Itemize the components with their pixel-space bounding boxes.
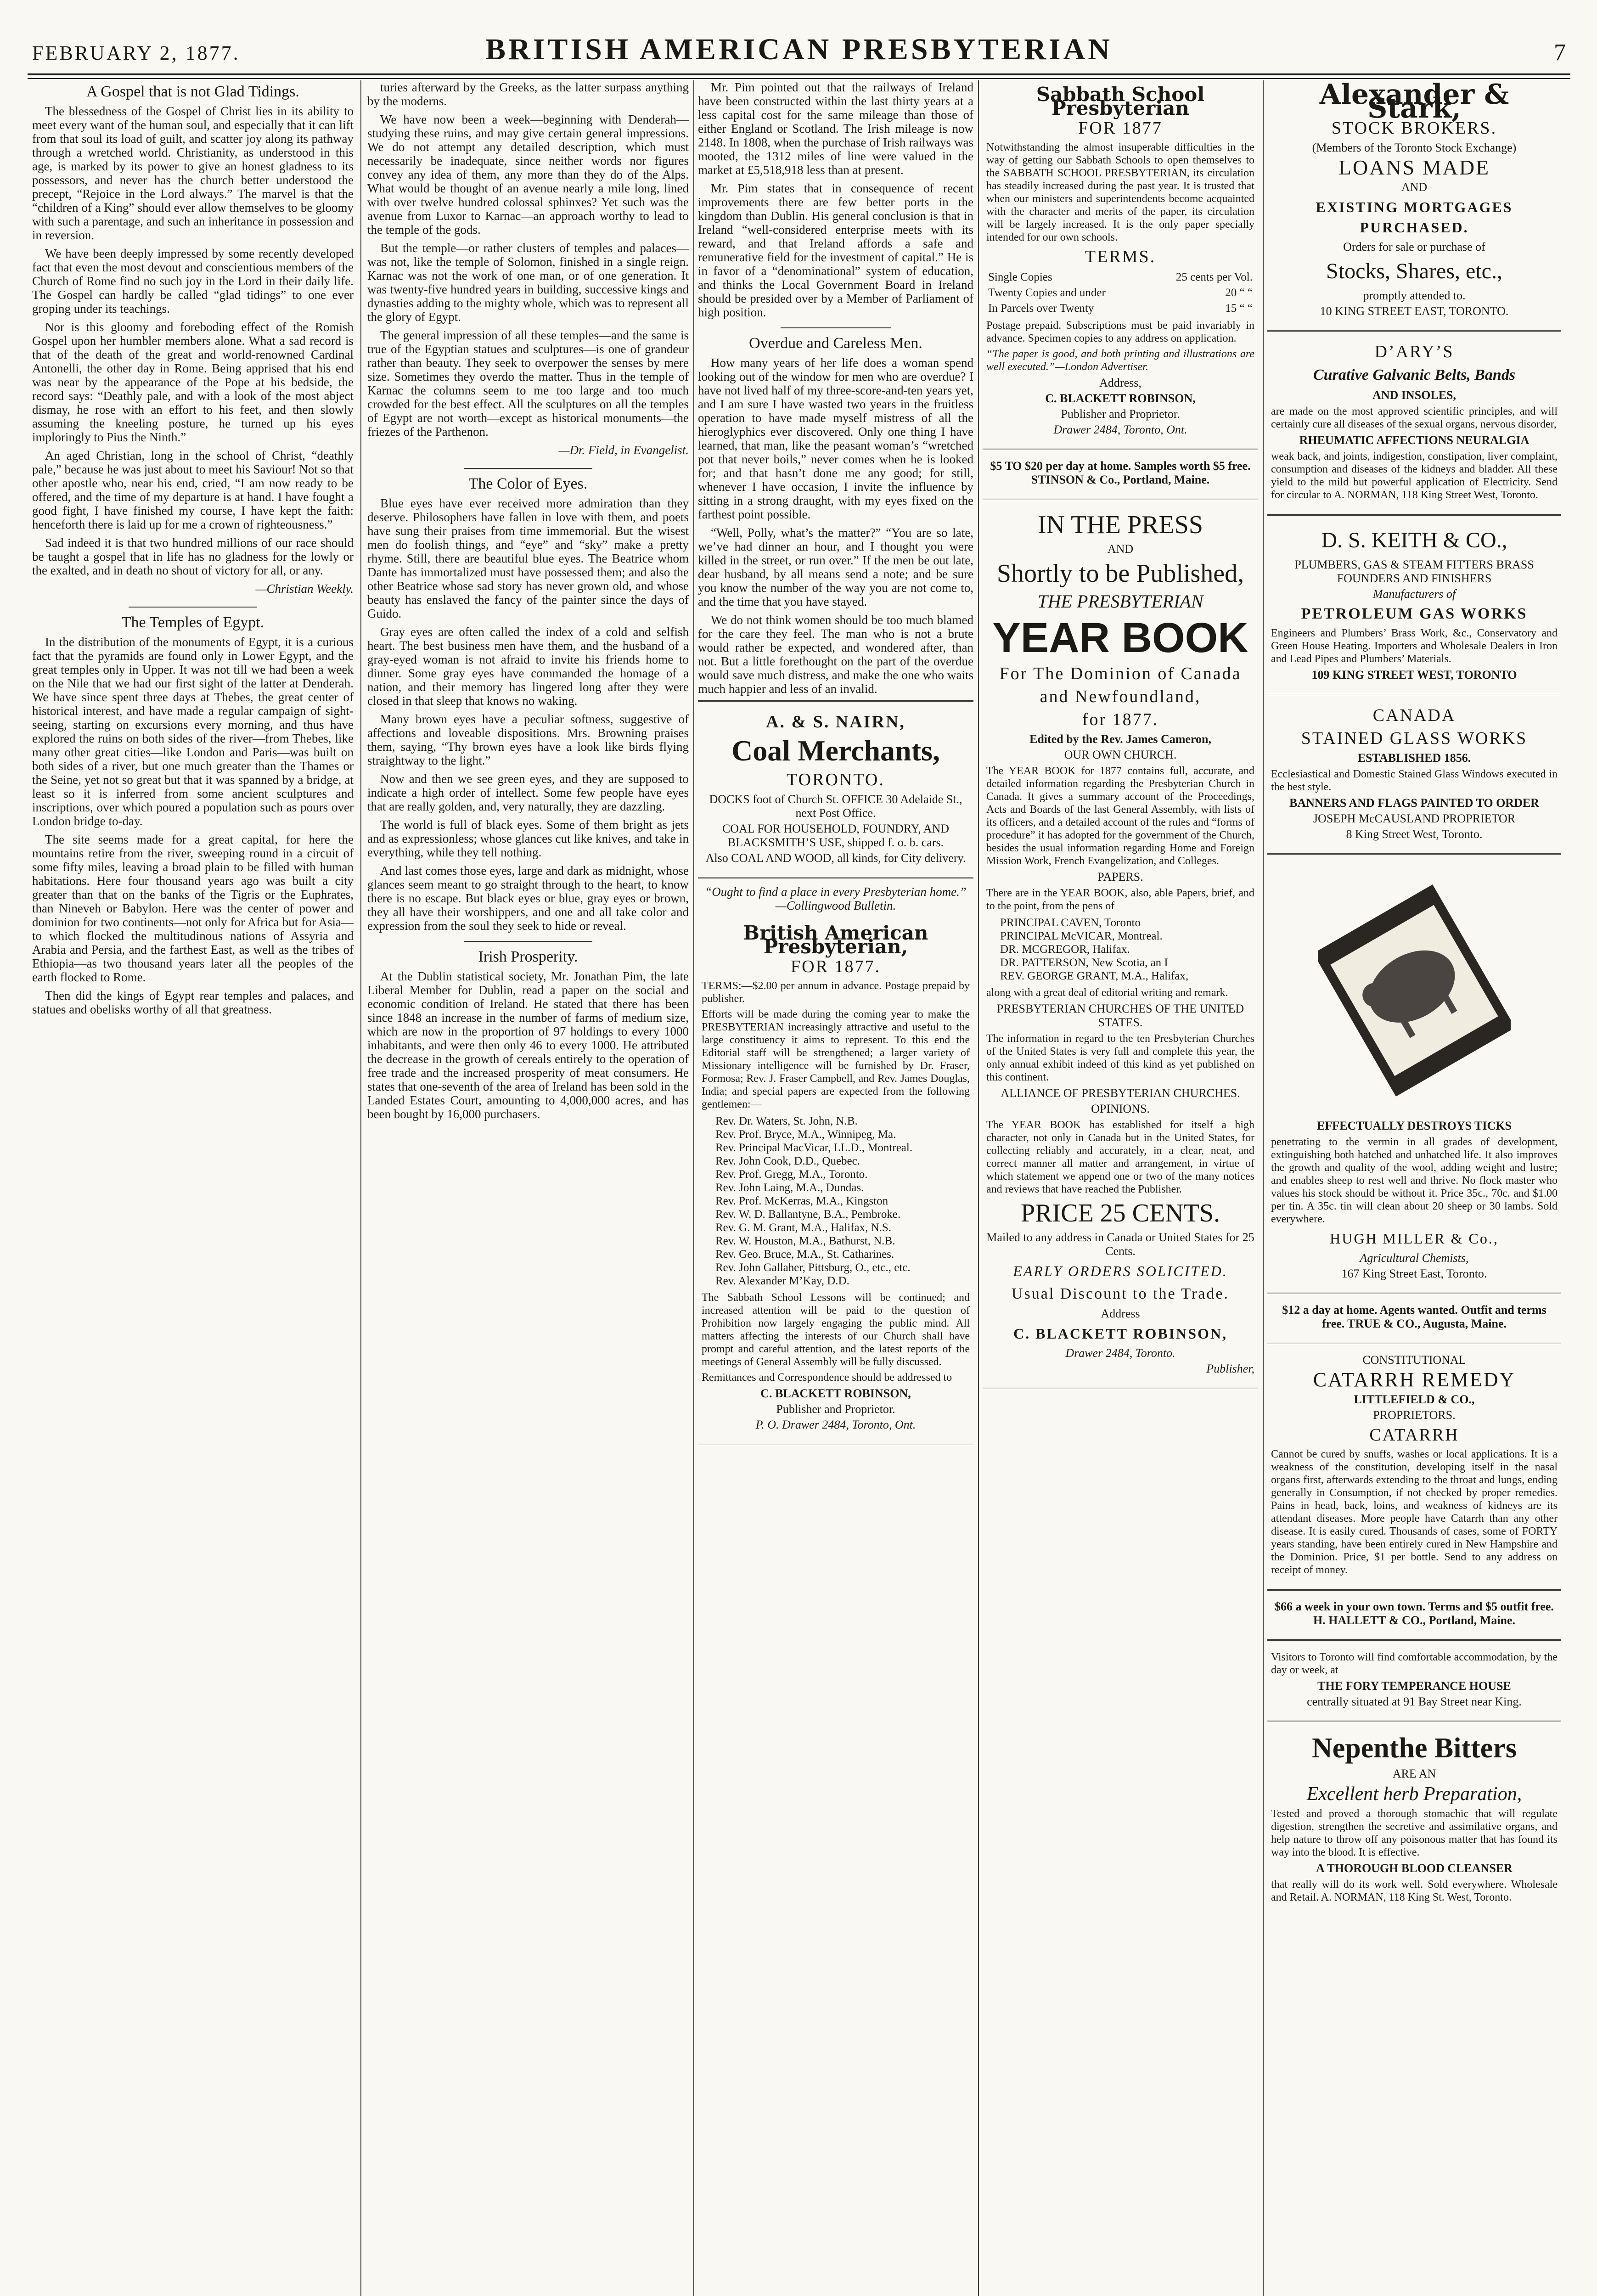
ad-the-presbyterian: THE PRESBYTERIAN [1037,591,1203,612]
ad-temperance-house [1267,1641,1561,1722]
contributor-list [702,1114,970,1288]
ad-stained-glass [1267,695,1561,855]
ad-orders: Orders for sale or purchase of [1343,240,1485,253]
ad-address: 8 King Street West, Toronto. [1346,827,1483,841]
article-gospel [32,85,354,596]
ad-note: (Members of the Toronto Stock Exchange) [1312,141,1517,154]
contributor: Rev. Prof. Bryce, M.A., Winnipeg, Ma. [715,1128,896,1141]
ad-postage: Postage prepaid. Subscriptions must be paid invariably in advance. Specimen copies to any address on application. [986,320,1254,344]
ad-sabbath-school [983,80,1258,450]
ad-publisher-title: Publisher and Proprietor. [776,1402,895,1416]
contributor: Rev. Principal MacVicar, LL.D., Montreal. [715,1142,913,1154]
quote: “Ought to find a place in every Presbyterian home.” —Collingwood Bulletin. [705,885,967,912]
author: PRINCIPAL CAVEN, Toronto [1000,917,1141,929]
ad-and-insoles: AND INSOLES, [1372,388,1456,402]
article-temples [32,616,354,1016]
newspaper-title: BRITISH AMERICAN PRESBYTERIAN [485,33,1113,66]
ad-editor: Edited by the Rev. James Cameron, [1029,732,1211,746]
ad-address-label: Address, [1099,376,1142,389]
ad-canada: CANADA [1372,706,1456,725]
article-irish-prosperity [367,950,689,1121]
ad-proprietors: PROPRIETORS. [1373,1408,1456,1422]
ad-miller-tick-destroyer [1267,855,1561,1294]
ad-subtitle: CATARRH [1369,1425,1459,1445]
ad-details: COAL FOR HOUSEHOLD, FOUNDRY, AND BLACKSMITH’S USE, shipped f. o. b. cars. [722,822,950,849]
ad-nepenthe-bitters [1267,1722,1561,1917]
terms-label-cell: In Parcels over Twenty [988,302,1094,315]
ad-closing: The Sabbath School Lessons will be continued; and increased attention will be paid to the question of Prohibition now largely engaging the public mind. All matters affecting the interests of our Church shall have prompt and careful attention, and the latest reports of the meetings of General Assembly will be fully discussed. [702,1292,970,1368]
terms-price-cell: 15 “ “ [1225,302,1253,315]
ad-newfoundland: and Newfoundland, [1040,687,1201,706]
ad-publisher-title: Publisher and Proprietor. [1061,407,1180,421]
ad-publisher: C. BLACKETT ROBINSON, [760,1387,911,1400]
column-divider [978,80,979,2296]
ad-caption: EFFECTUALLY DESTROYS TICKS [1317,1119,1512,1132]
article-paragraph: Mr. Pim pointed out that the railways of Ireland have been constructed within the last thirty years at a less capital cost for the same mileage than those of either England or Scotland. The Irish mileage is now 2148. In 1808, when the purchase of Irish railways was mooted, the 1312 miles of line were valued in the market at £5,518,918 less than at present. [698,80,973,177]
article-paragraph: How many years of her life does a woman spend looking out of the window for men who are overdue? I have not lived half of my three-score-and-ten years yet, and I am sure I have wasted two years in the fruitless operation to have made myself mistress of all the hieroglyphics ever discovered. Only one thing I have learned, that man, like the peasant woman’s “wretched pot that never boils,” never comes when he is looked for; and that hasn’t done me any good; for still, whenever I have occasion, I invite the influence by sitting in a strong draught, with my eyes fixed on the farthest point possible. [698,356,973,521]
article-irish-continued [698,80,973,319]
ad-dominion: For The Dominion of Canada [999,664,1242,683]
article-paragraph: The site seems made for a great capital, for here the mountains retire from the river, sweeping round in a circuit of some fifty miles, leaving a broad plain to be filled with human habitations. Here four thousand years ago was built a city greater than that on the banks of the Tigris or the Euphrates, than Nineveh or Babylon. Here was the center of power and dominion for two continents—not only for Africa but for Asia—to which flocked the multitudinous nations of Assyria and Arabia and Persia, and the farthest East, as well as the tribes of Ethiopia—as two thousand years later all the peoples of the earth flocked to Rome. [32,833,354,984]
ad-company: HUGH MILLER & Co., [1330,1230,1499,1247]
ad-body: Efforts will be made during the coming year to make the PRESBYTERIAN increasingly attractive and useful to the large constituency it aims to represent. To this end the Editorial staff will be strengthened; a larger variety of Missionary intelligence will be furnished by Dr. Fraser, Formosa; Rev. J. Fraser Campbell, and Rev. James Douglas, India; and special papers are expected from the following gentlemen:— [702,1008,970,1110]
ad-section-label: PRESBYTERIAN CHURCHES OF THE UNITED STATES. [996,1002,1244,1029]
ad-title: Alexander & Stark, [1319,80,1509,124]
table-row [986,270,1254,285]
ad-banners: BANNERS AND FLAGS PAINTED TO ORDER [1289,796,1539,810]
column-3 [698,80,973,2296]
ad-title: D’ARY’S [1374,342,1454,361]
ad-body2: weak back, and joints, indigestion, constipation, liver complaint, consumption and diseases of the kidneys and bladder. All these yield to the mild but powerful application of Electricity. Send for circular to A. NORMAN, 118 King Street West, Toronto. [1271,450,1558,501]
ad-body: Tested and proved a thorough stomachic that will regulate digestion, strengthen the secretive and assimilative organs, and help nature to throw off any poisonous matter that has found its way into the blood. It is effective. [1271,1808,1558,1858]
article-paragraph: But the temple—or rather clusters of temples and palaces—was not, like the temple of Solomon, finished in a single reign. Karnac was not the work of one man, or of one generation. It was twenty-five hundred years in building, successive kings and dynasties adding to the mighty whole, which was to represent all the glory of Egypt. [367,241,689,324]
ad-nairn-coal [698,700,973,878]
article-byline: —Dr. Field, in Evangelist. [558,443,689,457]
contributor: Rev. John Laing, M.A., Dundas. [715,1182,864,1194]
ad-year-book-title: YEAR BOOK [992,614,1248,661]
ad-address: 109 KING STREET WEST, TORONTO [1311,668,1517,681]
ad-title: THE FORY TEMPERANCE HOUSE [1317,1679,1511,1693]
separator [464,941,592,942]
ad-section-label: OPINIONS. [1091,1102,1150,1115]
article-paragraph: Sad indeed it is that two hundred millions of our race should be taught a gospel that in life has no gladness for the lowly or the exalted, and in death no shout of victory for all, or any. [32,536,354,577]
author: PRINCIPAL McVICAR, Montreal. [1000,930,1163,942]
article-paragraph: turies afterward by the Greeks, as the latter surpass anything by the moderns. [367,80,689,108]
ad-subtitle: Excellent herb Preparation, [1306,1784,1522,1805]
ad-body: penetrating to the vermin in all grades of development, extinguishing both hatched and unhatched life. It also improves the growth and quality of the wool, adding weight and lustre; and enables sheep to rest well and thrive. No flock master who values his stock should be without it. Price 35c., 70c. and $1.00 per tin. A 35c. tin will clean about 20 sheep or 30 lambs. Sold everywhere. [1271,1136,1558,1225]
ad-year: for 1877. [1082,710,1159,729]
article-paragraph: We have been deeply impressed by some recently developed fact that even the most devout and conscientious members of the Church of Rome find no such joy in the Lord in their daily life. The Gospel can hardly be called “glad tidings” to one ever groping under its teachings. [32,247,354,315]
column-divider [360,80,361,2296]
ad-postal: Drawer 2484, Toronto, Ont. [1053,423,1187,436]
ad-company: LITTLEFIELD & CO., [1354,1393,1475,1406]
author: DR. MCGREGOR, Halifax. [1000,943,1130,956]
author: REV. GEORGE GRANT, M.A., Halifax, [1000,970,1189,982]
article-paragraph: The blessedness of the Gospel of Christ lies in its ability to meet every want of the human soul, and especially that it can lift from that soul its load of guilt, and scatter joy along its pathway through a wretched world. Christianity, as understood in this age, is marked by its power to give an honest gladness to its possessors, and never has the church better understood the precept, “Rejoice in the Lord always.” The marvel is that the “children of a King” should ever allow themselves to be gloomy with such a parentage, and such an inheritance in possession and in reversion. [32,104,354,242]
ad-title: Nepenthe Bitters [1312,1733,1517,1764]
ad-address: 167 King Street East, Toronto. [1341,1267,1487,1280]
article-title: A Gospel that is not Glad Tidings. [86,83,299,100]
article-paragraph: We do not think women should be too much blamed for the care they feel. The man who is not a brute would rather be expected, and wondered after, than not. But a little forethought on the part of the overdue would save much distress, and make the one who waits much happier and less of an invalid. [698,613,973,696]
article-paragraph: Now and then we see green eyes, and they are supposed to indicate a high order of intellect. Some few people have eyes that are really golden, and, very naturally, they are dazzling. [367,772,689,813]
terms-label-cell: Single Copies [988,271,1052,283]
ad-heading: A. & S. NAIRN, [766,712,905,732]
ad-hallett [1267,1591,1561,1641]
ad-and: AND [1107,542,1134,556]
page-number: 7 [1554,39,1566,66]
ad-title: CATARRH REMEDY [1313,1368,1516,1391]
ad-publisher-title: Publisher, [1206,1362,1254,1375]
ad-mailed: Mailed to any address in Canada or United States for 25 Cents. [986,1231,1254,1258]
article-paragraph: At the Dublin statistical society, Mr. Jonathan Pim, the late Liberal Member for Dublin, read a paper on the social and economic condition of Ireland. He stated that there has been since 1848 an increase in the number of farms of medium size, which are now in the proportion of 97 holdings to every 1000 inhabitants, and were then only 46 to every 1000. He attributed the decrease in the growth of cereals entirely to the operation of free trade and the increased prosperity of meat consumers. He states that one-seventh of the area of Ireland has been sold in the Landed Estates Court, amounting to 4,000,000 acres, and has been bought by 16,000 purchasers. [367,969,689,1121]
ad-section-label: PAPERS. [1097,870,1143,884]
ad-remittances: Remittances and Correspondence should be addressed to [702,1372,952,1384]
ad-year: FOR 1877 [1078,118,1163,138]
article-paragraph: Blue eyes have ever received more admiration than they deserve. Philosophers have fallen in love with them, and poets have sung their praises from time immemorial. But the wisest men do foolish things, and “eye” and “sky” make a pretty rhyme. Still, there are beautiful blue eyes. The Beatrice whom Dante has immortalized must have possessed them; and also the other Beatrice whose sad story has never grown old, and whose beauty has enslaved the fancy of the painter since the days of Guido. [367,496,689,620]
ad-section-label: OUR OWN CHURCH. [1064,748,1177,761]
article-paragraph: In the distribution of the monuments of Egypt, it is a curious fact that the pyramids are found only in Lower Egypt, and the great temples only in Upper. It was not till we had been a week on the Nile that we had our first sight of the latter at Denderah. We have since spent three days at Thebes, the great center of historical interest, and have made a regular campaign of sight-seeing, starting on excursions every morning, and thus have explored the ruins on both sides of the river—from Thebes, like many other great cities—like London and Paris—was built on both sides of a river, but one much greater than the Thames or the Seine, yet not so great but that it was spanned by a bridge, at least so it is inferred from some ancient sculptures and inscriptions, over which poured a population such as pours over London bridge to-day. [32,635,354,828]
table-row [986,301,1254,316]
article-byline: —Christian Weekly. [255,582,354,596]
ad-title: Coal Merchants, [731,734,940,767]
ad-body: Visitors to Toronto will find comfortable accommodation, by the day or week, at [1271,1651,1558,1676]
ad-section-label: ALLIANCE OF PRESBYTERIAN CHURCHES. [1001,1086,1240,1100]
ad-postal: Drawer 2484, Toronto. [1065,1346,1175,1360]
ad-existing: EXISTING MORTGAGES PURCHASED. [1316,199,1513,236]
contributor: Rev. W. Houston, M.A., Bathurst, N.B. [715,1235,895,1247]
column-divider [1263,80,1264,2296]
article-paragraph: Then did the kings of Egypt rear temples and palaces, and statues and obelisks worthy of all that greatness. [32,989,354,1016]
article-title: Irish Prosperity. [478,948,578,965]
ad-year: FOR 1877. [791,957,881,976]
terms-price-cell: 20 “ “ [1225,287,1253,299]
column-2 [367,80,689,2296]
article-paragraph: We have now been a week—beginning with Denderah—studying these ruins, and may give certain general impressions. We do not attempt any detailed description, which must necessarily be inadequate, since neither words nor figures convey any idea of them, any more than they do of the Alps. What would be thought of an avenue nearly a mile long, lined with over twelve hundred colossal sphinxes? Yet such was the avenue from Luxor to Karnac—an approach worthy to lead to the temple of the gods. [367,113,689,236]
ad-proprietor: JOSEPH McCAUSLAND PROPRIETOR [1313,812,1516,825]
ad-subtitle: Curative Galvanic Belts, Bands [1313,366,1516,383]
ad-extra: Also COAL AND WOOD, all kinds, for City delivery. [705,851,966,865]
ad-address: 10 KING STREET EAST, TORONTO. [1320,304,1509,318]
tick-destroyer-box-illustration [1318,871,1511,1110]
ad-publisher: C. BLACKETT ROBINSON, [1045,392,1196,405]
ad-opinions-body: The YEAR BOOK has established for itself a high character, not only in Canada but in the United States, for collecting reliably and accurately, in a clear, neat, and correct manner all matter and arrangement, in virtue of which statement we append one or two of the many notices and reviews that have reached the Publisher. [986,1119,1254,1195]
ad-subtitle: STOCK BROKERS. [1331,118,1497,138]
ad-true-co [1267,1294,1561,1344]
article-paragraph: And last comes those eyes, large and dark as midnight, whose glances seem meant to go straight through to the heart, to know there is no escape. But black eyes or blue, gray eyes or brown, they all have their worshippers, and one and all take color and expression from the soul they seek to hide or reveal. [367,864,689,933]
ad-body: Notwithstanding the almost insuperable difficulties in the way of getting our Sabbath Schools to open themselves to the SABBATH SCHOOL PRESBYTERIAN, its circulation has steadily increased during the past year. It is trusted that when our ministers and superintendents become acquainted with the character and merits of the paper, its circulation will be largely increased. It is the only paper specially intended for our own schools. [986,141,1254,243]
article-eyes [367,477,689,933]
ad-established: ESTABLISHED 1856. [1357,751,1471,765]
masthead-rule [28,73,1570,79]
contributor: Rev. Prof. McKerras, M.A., Kingston [715,1195,888,1207]
separator [781,327,891,328]
masthead [28,14,1570,64]
ad-review: “The paper is good, and both printing and illustrations are well executed.”—London Advertiser. [986,348,1254,373]
column-1 [32,80,354,2296]
ad-promptly: promptly attended to. [1363,289,1466,302]
column-4 [983,80,1258,2296]
article-temples-continued [367,80,689,457]
article-paragraph: The world is full of black eyes. Some of them bright as jets and as expressionless; whose glances cut like knives, and take in everything, while they tell nothing. [367,818,689,859]
ad-publisher: C. BLACKETT ROBINSON, [1013,1325,1228,1342]
separator [464,468,592,469]
ad-role: Agricultural Chemists, [1360,1251,1469,1265]
article-paragraph: Many brown eyes have a peculiar softness, suggestive of affections and loveable dispositions. Mrs. Browning praises them, saying, “Thy brown eyes have a look like birds flying straightway to the light.” [367,712,689,767]
author: DR. PATTERSON, New Scotia, an I [1000,957,1168,969]
ad-british-american-presbyterian [698,919,973,1445]
ad-body: are made on the most approved scientific principles, and will certainly cure all diseases of the sexual organs, nervous disorder, [1271,405,1558,430]
contributor: Rev. Geo. Bruce, M.A., St. Catharines. [715,1248,894,1261]
ad-body: Cannot be cured by snuffs, washes or local applications. It is a weakness of the constitution, developing itself in the nasal organs first, afterwards extending to the throat and lungs, ending generally in Consumption, if not checked by proper remedies. Pains in head, back, loins, and weakness of kidneys are its attendant diseases. More people have Catarrh than any other disease. It is easily cured. Thousands of cases, some of FORTY years standing, have been entirely cured in New Hampshire and the Dominion. Price, $1 per bottle. Send to any address on receipt of money. [1271,1448,1558,1576]
ad-us-body: The information in regard to the ten Presbyterian Churches of the United States is very full and complete this year, the only annual exhibit indeed of this kind as yet published on this continent. [986,1033,1254,1083]
article-overdue-men [698,337,973,696]
ad-alexander-stark [1267,80,1561,332]
ad-in-press: IN THE PRESS [1038,511,1203,539]
ad-body: Ecclesiastical and Domestic Stained Glass Windows executed in the best style. [1271,768,1558,793]
ad-papers-body: There are in the YEAR BOOK, also, able Papers, brief, and to the point, from the pens of [986,887,1254,912]
terms-price-cell: 25 cents per Vol. [1175,271,1253,283]
ad-body: The YEAR BOOK for 1877 contains full, accurate, and detailed information regarding the Presbyterian Church in Canada. It gives a summary account of the Proceedings, Acts and Boards of the last General Assembly, with lists of its officers, and a detailed account of the rules and “forms of procedure” it has adopted for the government of the Church, besides the usual information regarding Home and Foreign Mission Work, French Evangelization, and Colleges. [986,765,1254,867]
ad-body: $5 TO $20 per day at home. Samples worth $5 free. STINSON & Co., Portland, Maine. [990,459,1251,486]
author-list [986,916,1254,983]
article-paragraph: Mr. Pim states that in consequence of recent improvements there are few better ports in the kingdom than Dublin. His general conclusion is that in Ireland “well-considered enterprise meets with its reward, and that Ireland affords a safe and remunerative field for the investment of capital.” He is in favor of a “denominational” system of education, and thinks the Local Government Board in Ireland should be presided over by a Member of Parliament of high position. [698,181,973,319]
ad-constitutional: CONSTITUTIONAL [1362,1353,1466,1367]
ad-price: PRICE 25 CENTS. [1020,1199,1220,1227]
contributor: Rev. Alexander M’Kay, D.D. [715,1275,849,1287]
ad-body: $66 a week in your own town. Terms and $5 outfit free. H. HALLETT & CO., Portland, Maine. [1275,1600,1554,1627]
ad-closing: that really will do its work well. Sold everywhere. Wholesale and Retail. A. NORMAN, 118 King St. West, Toronto. [1271,1879,1558,1903]
article-paragraph: “Well, Polly, what’s the matter?” “You are so late, we’ve had dinner an hour, and I thought you were killed in the street, or run over.” If the men be out late, dear husband, by all means send a note; and be sure you know the number of the way you are not come to, and the time that you have stayed. [698,526,973,608]
ad-address: centrally situated at 91 Bay Street near King. [1307,1695,1522,1708]
ad-early-orders: EARLY ORDERS SOLICITED. [1013,1263,1228,1279]
ad-rheumatic: RHEUMATIC AFFECTIONS NEURALGIA [1299,433,1530,447]
article-paragraph: Gray eyes are often called the index of a cold and selfish heart. The best business men have them, and the husband of a gray-eyed woman is not afraid to invite his friends home to dinner. Some gray eyes have commanded the homage of a nation, and their memory has lingered long after they were closed in that sleep that knows no waking. [367,625,689,708]
terms-table [986,270,1254,316]
issue-date: FEBRUARY 2, 1877. [32,42,240,64]
ad-terms: TERMS:—$2.00 per annum in advance. Postage prepaid by publisher. [702,980,970,1005]
ad-body: $12 a day at home. Agents wanted. Outfit and terms free. TRUE & CO., Augusta, Maine. [1282,1303,1546,1330]
article-paragraph: Nor is this gloomy and foreboding effect of the Romish Gospel upon her humbler members alone. What a sad record is that of the death of the great and world-renowned Cardinal Antonelli, the other day in Rome. Being apprised that his end was near by the appearance of the Pope at his bedside, the record says: “Deathly pale, and with a look of the most abject dismay, he rose with an effort to his feet, and then slowly assuming the kneeling posture, he turned up his eyes imploringly to Pius the Ninth.” [32,320,354,444]
ad-stocks: Stocks, Shares, etc., [1326,259,1502,283]
ad-title: STAINED GLASS WORKS [1301,729,1528,748]
ad-body: Engineers and Plumbers’ Brass Work, &c., Conservatory and Green House Heating. Importers and Wholesale Dealers in Iron and Lead Pipes and Plumbers’ Materials. [1271,627,1558,665]
contributor: Rev. Prof. Gregg, M.A., Toronto. [715,1168,868,1181]
ad-editorial: along with a great deal of editorial writing and remark. [986,987,1228,999]
ad-title: D. S. KEITH & CO., [1321,528,1507,552]
ad-catarrh-remedy [1267,1344,1561,1591]
contributor: Rev. W. D. Ballantyne, B.A., Pembroke. [715,1208,901,1221]
ad-subtitle: PLUMBERS, GAS & STEAM FITTERS BRASS FOUNDERS AND FINISHERS [1294,558,1534,585]
ad-discount: Usual Discount to the Trade. [1011,1285,1230,1302]
ad-shortly: Shortly to be Published, [996,559,1244,588]
ad-postal: P. O. Drawer 2484, Toronto, Ont. [755,1418,916,1431]
ad-title: Sabbath School Presbyterian [1036,83,1205,119]
contributor: Rev. John Gallaher, Pittsburg, O., etc., etc. [715,1261,911,1274]
ad-address: DOCKS foot of Church St. OFFICE 30 Adelaide St., next Post Office. [709,793,962,820]
article-paragraph: The general impression of all these temples—and the same is true of the Egyptian statues and sculptures—is one of grandeur rather than beauty. They seek to overpower the senses by mere size. Sometimes they overdo the matter. Thus in the temple of Karnac the columns seem to me too large and too much crowded for the best effect. All the sculptures on all the temples of Egypt are not worth—except as historical monuments—the friezes of the Parthenon. [367,328,689,439]
article-title: Overdue and Careless Men. [749,335,922,352]
contributor: Rev. Dr. Waters, St. John, N.B. [715,1115,858,1127]
ad-title: British American Presbyterian, [743,922,928,958]
article-title: The Temples of Egypt. [121,614,264,631]
contributor: Rev. G. M. Grant, M.A., Halifax, N.S. [715,1221,892,1234]
article-paragraph: An aged Christian, long in the school of Christ, “deathly pale,” because he was just about to meet his Saviour! Not so that other apostle who, near his end, cried, “I am now ready to be offered, and the time of my departure is at hand. I have fought a good fight, I have finished my course, I have kept the faith: henceforth there is laid up for me a crown of righteousness.” [32,449,354,531]
contributor: Rev. John Cook, D.D., Quebec. [715,1155,860,1167]
ad-keith [1267,516,1561,695]
table-row [986,285,1254,301]
ad-city: TORONTO. [787,770,885,789]
ad-and: AND [1401,180,1428,194]
article-title: The Color of Eyes. [468,475,588,492]
ad-year-book [983,500,1258,1389]
ad-cure: A THOROUGH BLOOD CLEANSER [1316,1862,1513,1875]
ad-stinson [983,450,1258,500]
ad-product: PETROLEUM GAS WORKS [1301,605,1528,622]
ad-loans: LOANS MADE [1338,156,1490,179]
ad-address-label: Address [1101,1307,1140,1320]
column-divider [693,80,694,2296]
terms-label: TERMS. [1085,247,1156,266]
column-5 [1267,80,1561,2296]
terms-label-cell: Twenty Copies and under [988,287,1106,299]
separator [129,607,257,608]
ad-manufacturers: Manufacturers of [1372,587,1456,601]
ad-are-an: ARE AN [1392,1767,1436,1780]
ad-darys [1267,332,1561,516]
